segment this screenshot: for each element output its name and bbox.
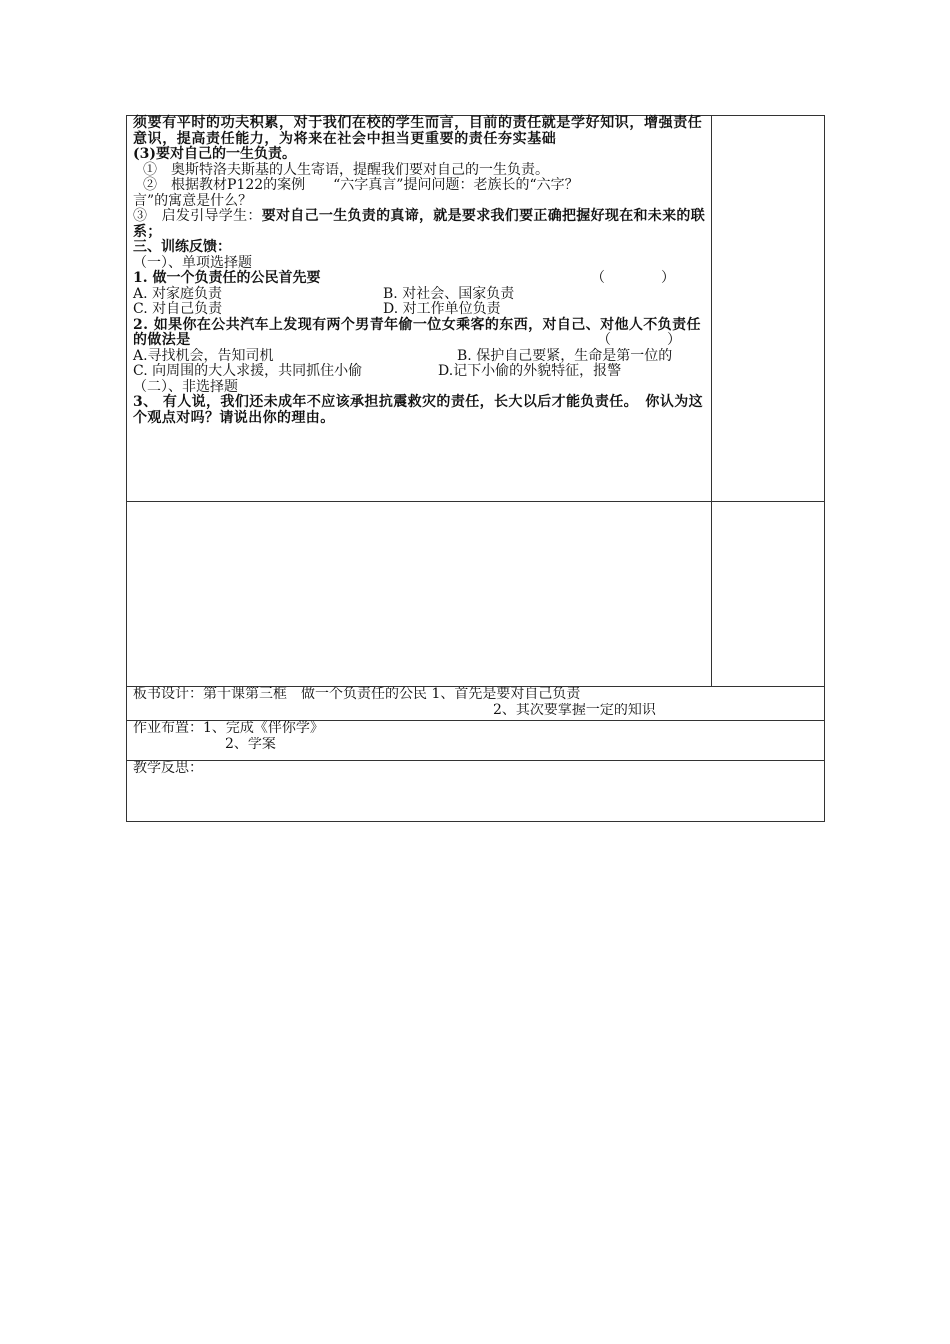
question-2-options-cd [133,364,705,380]
board-design-cell [127,687,825,721]
question-1-options-ab [133,287,705,303]
option-1d: D. 对工作单位负责 [383,301,501,317]
item-1: ① 奥斯特洛夫斯基的人生寄语，提醒我们要对自己的一生负责。 [143,161,549,178]
item-2-line2: 言”的寓意是什么？ [133,192,253,209]
option-2c: C. 向周围的大人求援，共同抓住小偷 [133,363,363,379]
option-2d: D.记下小偷的外貌特征，报警 [438,363,622,379]
question-1-options-cd [133,302,705,318]
option-1b: B. 对社会、国家负责 [383,285,515,302]
option-1a: A. 对家庭负责 [133,285,223,302]
option-2a: A.寻找机会，告知司机 [133,347,274,364]
reflection-label: 教学反思： [133,761,203,776]
question-2: 2. 如果你在公共汽车上发现有两个男青年偷一位女乘客的东西，对自己、对他人不负责任的做法是 [133,316,701,348]
item-3 [133,209,705,240]
subsection-single-choice: （一）、单项选择题 [133,254,252,271]
homework-label: 作业布置：1、完成《伴你学》 [133,721,324,736]
side-note-cell-2 [712,502,825,687]
homework-line2: 2、学案 [225,736,276,752]
homework-cell [127,721,825,761]
question-1-answer-blank: （ ） [591,270,675,286]
subsection-non-choice: （二）、非选择题 [133,378,238,395]
question-2-answer-blank: （ ） [597,331,681,348]
paragraph-accumulation: 须要有平时的功夫积累，对于我们在校的学生而言，目前的责任就是学好知识，增强责任意识，提高责任能力，为将来在社会中担当更重要的责任夯实基础 [133,115,703,147]
board-design-label: 板书设计：第十课第三框 做一个负责任的公民 1、首先是要对自己负责 [133,687,581,702]
question-1-text: 1. 做一个负责任的公民首先要 [133,270,321,286]
option-2b: B. 保护自己要紧，生命是第一位的 [457,347,673,364]
section-training-heading: 三、训练反馈： [133,239,231,255]
lesson-plan-table [126,115,825,822]
item-2-line1: ② 根据教材P122的案例 “六字真言”提问问题：老族长的“六字？ [143,177,579,193]
option-1c: C. 对自己负责 [133,301,223,317]
main-content-cell [127,116,712,502]
section-heading-lifelong: (3)要对自己的一生负责。 [133,146,296,162]
question-2-options-ab [133,349,705,365]
reflection-cell [127,761,825,822]
board-design-line2: 2、其次要掌握一定的知识 [493,702,656,718]
side-note-cell-1 [712,116,825,502]
blank-content-cell [127,502,712,687]
question-1 [133,271,705,287]
item-3-prefix: ③ 启发引导学生： [133,208,262,224]
item-3-bold: 要对自己一生负责的真谛，就是要求我们要正确把握好现在和未来的联系； [133,208,706,240]
question-3: 3、 有人说，我们还未成年不应该承担抗震救灾的责任，长大以后才能负责任。 你认为这个观点对吗？请说出你的理由。 [133,394,704,426]
